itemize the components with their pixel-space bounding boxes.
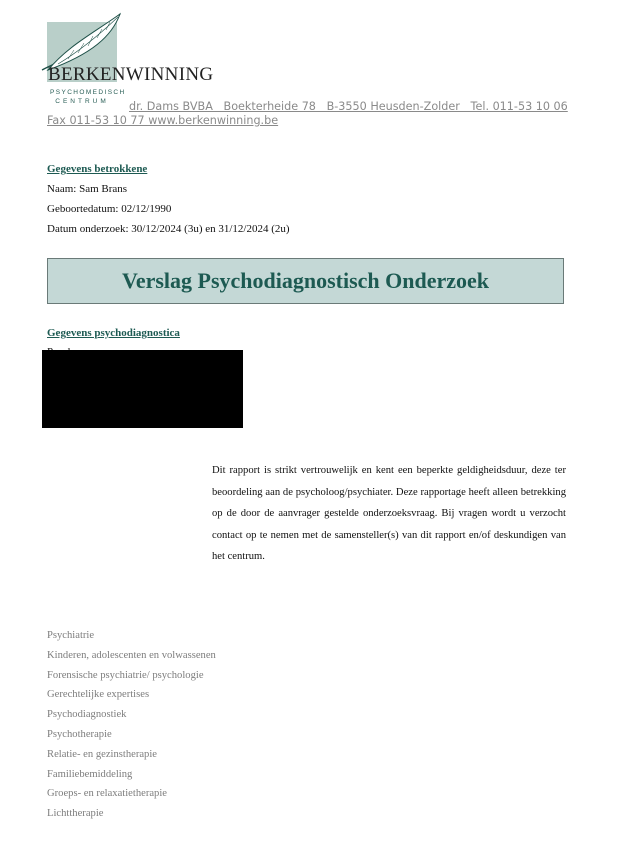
service-item: Gerechtelijke expertises	[47, 689, 150, 701]
service-item: Familiebemiddeling	[47, 768, 133, 780]
berkenwinning-logo	[34, 12, 214, 114]
contact-line-address: dr. Dams BVBA Boekterheide 78 B-3550 Heusden-Zolder Tel. 011-53 10 06	[129, 100, 568, 113]
service-item: Kinderen, adolescenten en volwassenen	[47, 649, 216, 661]
service-item: Psychiatrie	[47, 630, 95, 641]
section-heading-psychodiagnostica: Gegevens psychodiagnostica	[47, 327, 180, 339]
service-item: Lichttherapie	[47, 808, 104, 820]
service-item: Forensische psychiatrie/ psychologie	[47, 669, 204, 681]
field-geboortedatum: Geboortedatum: 02/12/1990	[47, 203, 172, 215]
redaction-block	[42, 350, 243, 428]
service-item: Groeps- en relaxatietherapie	[47, 788, 167, 800]
service-item: Relatie- en gezinstherapie	[47, 748, 158, 760]
service-item: Psychodiagnostiek	[47, 709, 127, 721]
contact-info	[47, 100, 607, 128]
contact-line-fax-website[interactable]: Fax 011-53 10 77 www.berkenwinning.be	[47, 114, 279, 127]
report-title-box	[47, 258, 564, 304]
report-title: Verslag Psychodiagnostisch Onderzoek	[121, 268, 490, 293]
section-heading-betrokkene: Gegevens betrokkene	[47, 163, 148, 175]
field-datum-onderzoek: Datum onderzoek: 30/12/2024 (3u) en 31/12/2024 (2u)	[47, 223, 290, 235]
services-list	[47, 626, 216, 824]
confidentiality-disclaimer: Dit rapport is strikt vertrouwelijk en kent een beperkte geldigheidsduur, deze ter beoordeling aan de psycholoog/psychiater. Deze rapportage heeft alleen betrekking op de door de aanvrager gestelde onderzoeksvraag. Bij vragen wordt u verzocht contact op te nemen met de samensteller(s) van dit rapport en/of deskundigen van het centrum.	[212, 465, 566, 562]
logo-name: BERKENWINNING	[48, 64, 214, 85]
service-item: Psychotherapie	[47, 728, 112, 740]
logo-subtitle: PSYCHOMEDISCH CENTRUM	[50, 89, 126, 105]
field-naam: Naam: Sam Brans	[47, 183, 128, 195]
